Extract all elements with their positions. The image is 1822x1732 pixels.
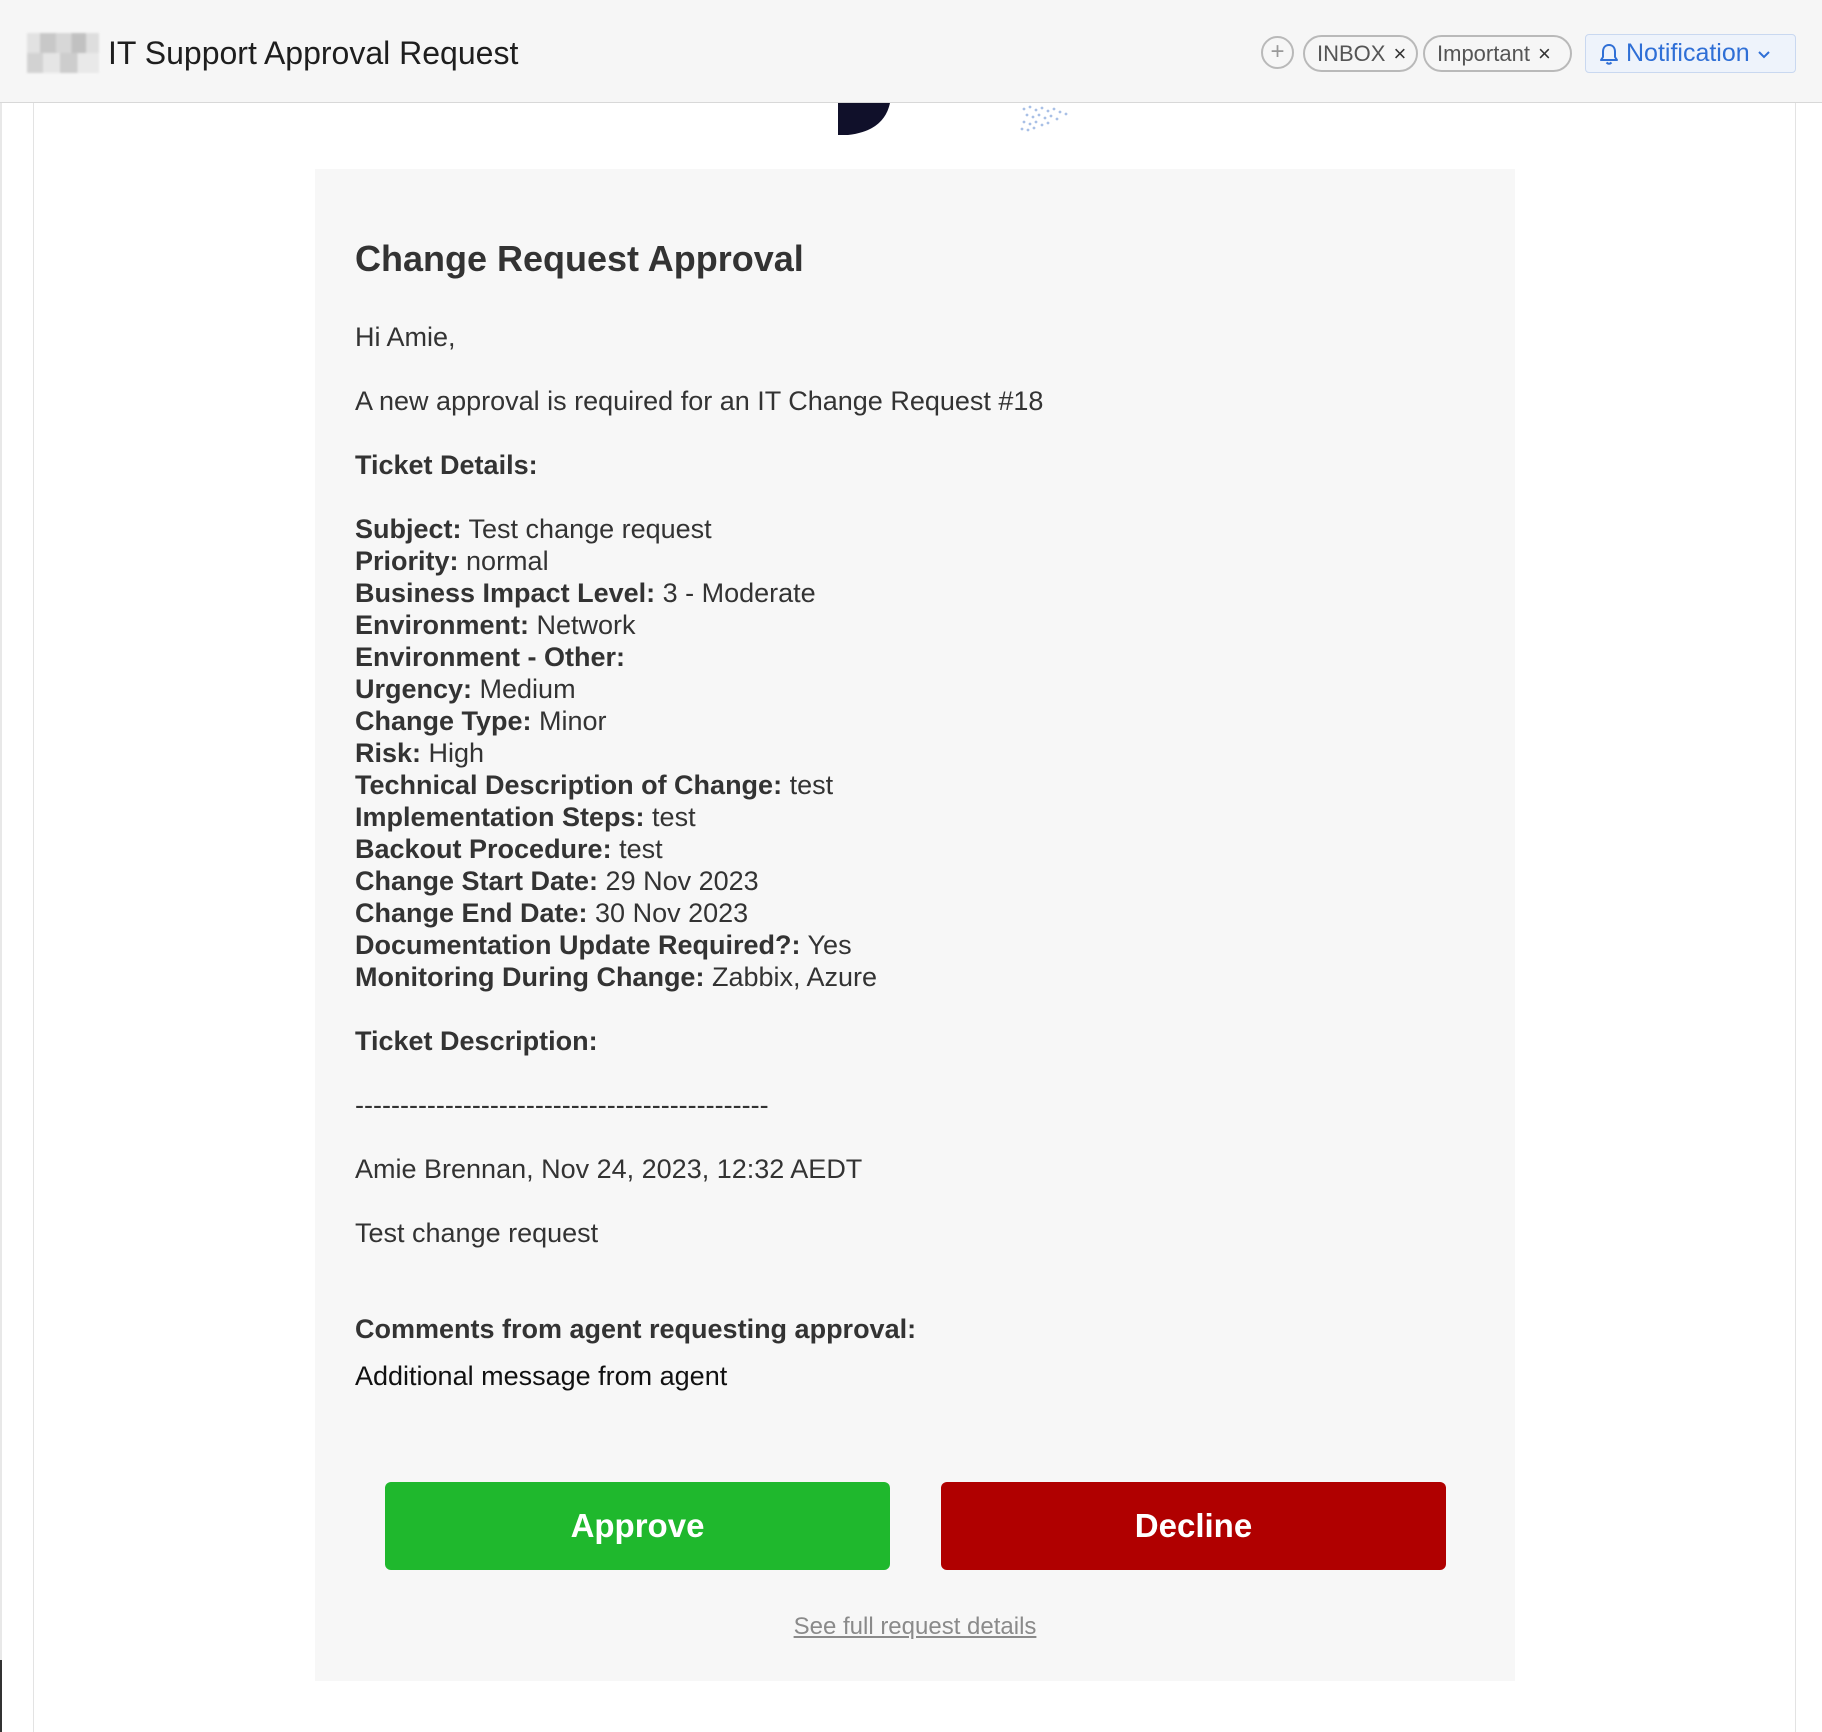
detail-key: Change Type: [355, 706, 532, 736]
company-logo-partial [838, 103, 890, 135]
bell-icon [1598, 42, 1620, 66]
detail-value: Medium [472, 674, 576, 704]
detail-row [355, 705, 877, 737]
detail-row [355, 737, 877, 769]
detail-value: test [611, 834, 663, 864]
detail-value: Yes [800, 930, 852, 960]
detail-row [355, 673, 877, 705]
detail-key: Priority: [355, 546, 459, 576]
detail-row [355, 801, 877, 833]
detail-row [355, 609, 877, 641]
detail-row [355, 545, 877, 577]
plus-icon: + [1270, 38, 1285, 65]
detail-key: Environment - Other: [355, 642, 626, 672]
detail-value: 30 Nov 2023 [587, 898, 749, 928]
detail-key: Change End Date: [355, 898, 588, 928]
detail-key: Technical Description of Change: [355, 770, 783, 800]
full-details-link [315, 1612, 1515, 1642]
detail-value: Zabbix, Azure [704, 962, 878, 992]
separator-line: ---------------------------------------------- [355, 1090, 769, 1120]
approve-button[interactable]: Approve [385, 1482, 890, 1570]
close-icon[interactable]: × [1537, 41, 1551, 66]
sender-avatar [27, 33, 99, 73]
detail-row [355, 641, 877, 673]
intro-text: A new approval is required for an IT Change Request #18 [355, 386, 1044, 416]
detail-key: Documentation Update Required?: [355, 930, 801, 960]
detail-key: Implementation Steps: [355, 802, 645, 832]
card-title: Change Request Approval [355, 238, 804, 279]
left-pane-edge [0, 103, 2, 1732]
detail-row [355, 929, 877, 961]
greeting: Hi Amie, [355, 322, 456, 352]
detail-key: Environment: [355, 610, 530, 640]
chevron-down-icon [1756, 48, 1772, 60]
notification-dropdown-button[interactable] [1585, 34, 1796, 73]
notification-label: Notification [1626, 39, 1750, 67]
ticket-details-list [355, 513, 877, 993]
decline-button[interactable]: Decline [941, 1482, 1446, 1570]
detail-row [355, 961, 877, 993]
approval-card [315, 169, 1515, 1681]
email-header [0, 0, 1822, 103]
tag-inbox[interactable] [1303, 35, 1418, 72]
email-subject-title: IT Support Approval Request [108, 35, 519, 71]
close-icon[interactable]: × [1393, 41, 1407, 66]
left-pane-edge-dark [0, 1660, 2, 1732]
detail-key: Backout Procedure: [355, 834, 612, 864]
description-body: Test change request [355, 1218, 599, 1248]
ticket-description-heading: Ticket Description: [355, 1026, 598, 1056]
detail-value: test [782, 770, 834, 800]
comments-body: Additional message from agent [355, 1361, 728, 1391]
ticket-details-heading: Ticket Details: [355, 450, 538, 480]
author-line: Amie Brennan, Nov 24, 2023, 12:32 AEDT [355, 1154, 863, 1184]
detail-key: Risk: [355, 738, 422, 768]
detail-value: Minor [531, 706, 607, 736]
detail-key: Subject: [355, 514, 462, 544]
detail-value: Network [529, 610, 636, 640]
detail-key: Change Start Date: [355, 866, 599, 896]
detail-value: 29 Nov 2023 [598, 866, 759, 896]
tag-label: INBOX [1317, 41, 1386, 66]
detail-key: Monitoring During Change: [355, 962, 705, 992]
detail-value: High [421, 738, 485, 768]
detail-value: Test change request [461, 514, 712, 544]
add-tag-button[interactable] [1261, 36, 1294, 69]
decorative-dots [1018, 103, 1076, 133]
detail-value: 3 - Moderate [655, 578, 816, 608]
detail-row [355, 513, 877, 545]
detail-row [355, 833, 877, 865]
full-details-link-text[interactable]: See full request details [793, 1613, 1037, 1640]
tag-important[interactable] [1423, 35, 1572, 72]
detail-row [355, 897, 877, 929]
detail-key: Business Impact Level: [355, 578, 656, 608]
detail-value: normal [458, 546, 549, 576]
detail-row [355, 865, 877, 897]
tag-label: Important [1437, 41, 1530, 66]
detail-row [355, 577, 877, 609]
comments-heading: Comments from agent requesting approval: [355, 1314, 917, 1344]
detail-value: test [644, 802, 696, 832]
detail-row [355, 769, 877, 801]
detail-key: Urgency: [355, 674, 473, 704]
